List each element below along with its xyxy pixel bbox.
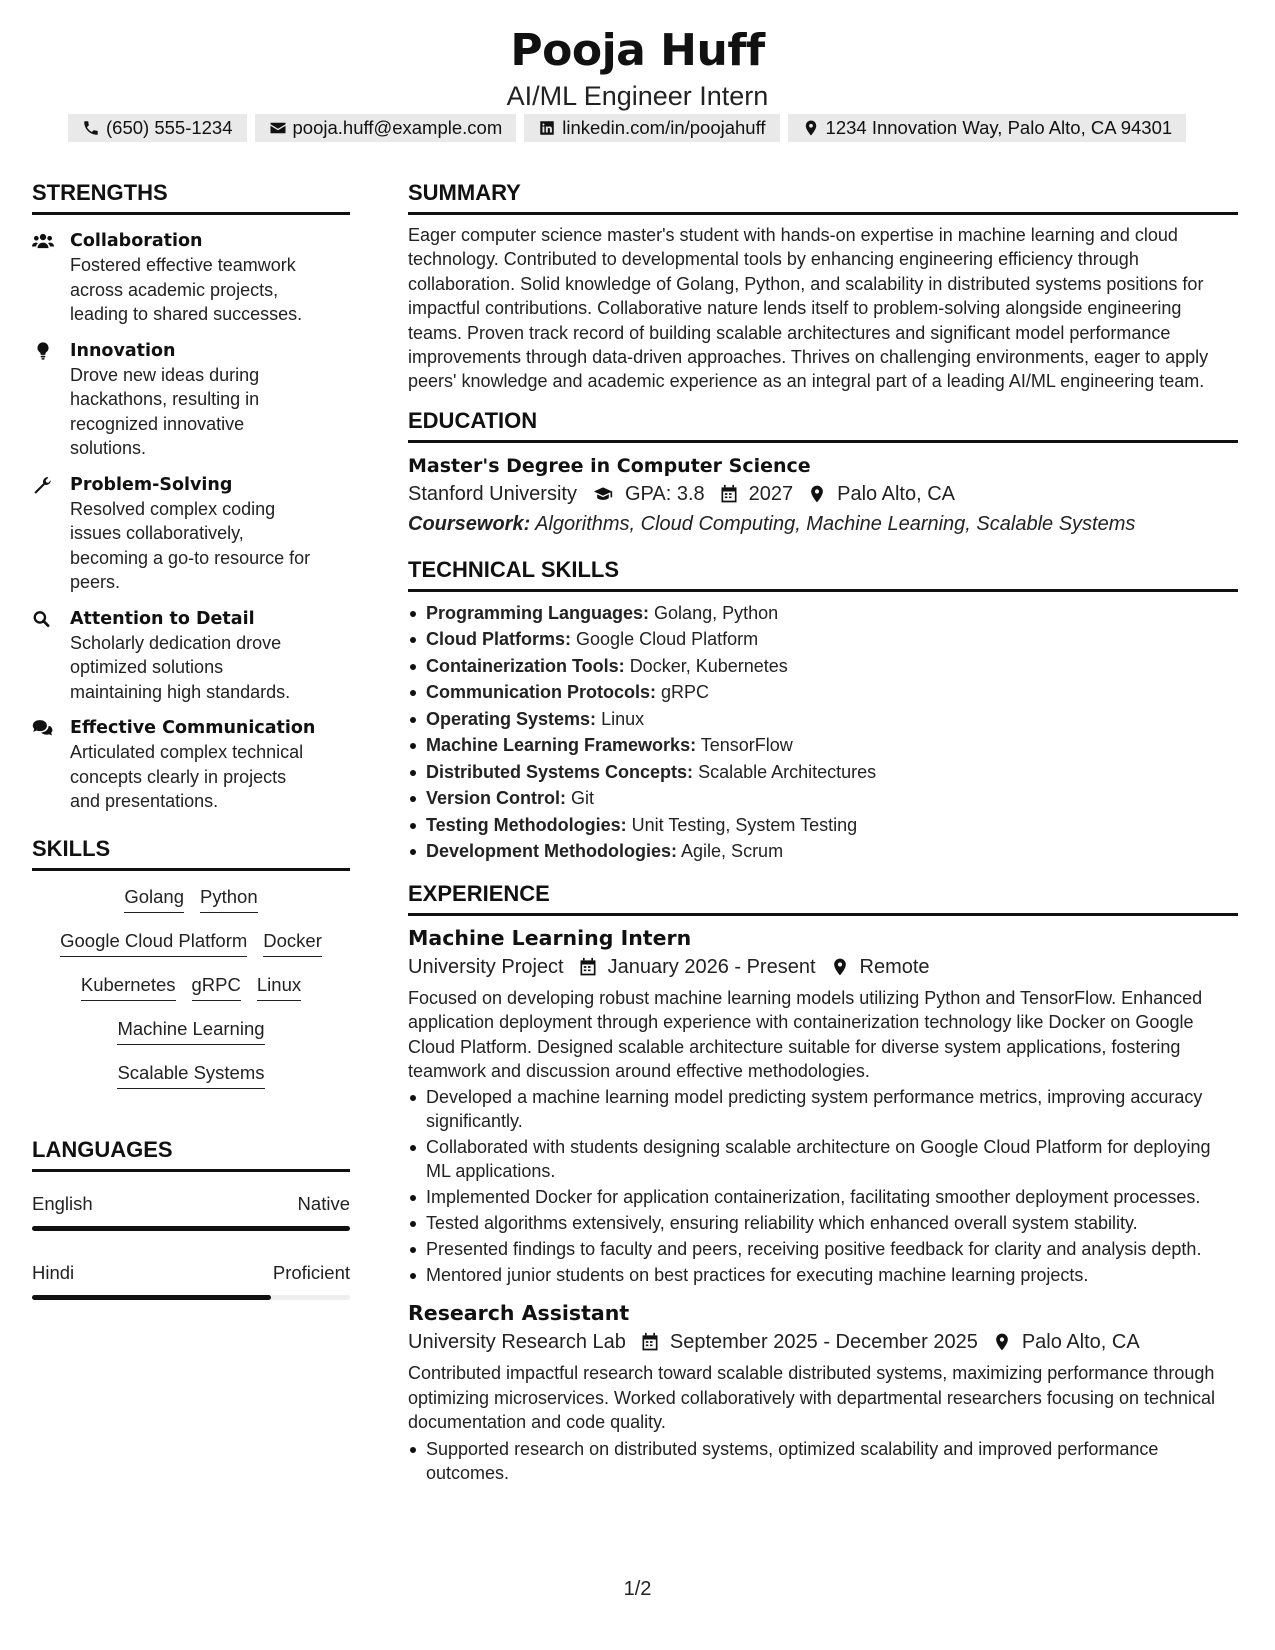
contact-bar: [68, 114, 1186, 142]
job-title: Research Assistant: [408, 1301, 630, 1326]
linkedin-icon: [538, 119, 556, 137]
strength-item: [32, 473, 350, 595]
strength-item: [32, 339, 350, 461]
education-school: Stanford University: [408, 482, 577, 505]
list-item: Tested algorithms extensively, ensuring reliability which enhanced overall system stability.: [408, 1211, 1238, 1235]
candidate-title: AI/ML Engineer Intern: [506, 81, 769, 111]
skill-tag: Docker: [263, 929, 322, 957]
language-level: Proficient: [272, 1261, 350, 1283]
strength-desc: Resolved complex coding issues collaboratively, becoming a go-to resource for peers.: [70, 498, 311, 592]
strength-title: Attention to Detail: [70, 608, 255, 629]
strength-title: Effective Communication: [70, 718, 316, 738]
language-item: [32, 1261, 350, 1300]
contact-address: [788, 114, 1187, 142]
list-item: Testing Methodologies: Unit Testing, System Testing: [408, 812, 1238, 839]
skill-row: [117, 1017, 264, 1045]
strength-title: Collaboration: [70, 231, 203, 251]
skills-cloud: [32, 885, 350, 1089]
job-location: Palo Alto, CA: [1021, 1331, 1140, 1354]
strength-title: Innovation: [70, 340, 176, 361]
wrench-icon: [32, 475, 54, 495]
candidate-name: Pooja Huff: [510, 25, 765, 76]
list-item: Developed a machine learning model predicting system performance metrics, improving accuracy significantly.: [408, 1085, 1238, 1133]
users-icon: [32, 231, 54, 251]
skill-tag: gRPC: [192, 973, 241, 1001]
list-item: Supported research on distributed systems, optimized scalability and improved performance outcomes.: [408, 1437, 1238, 1485]
job-meta: [408, 952, 1238, 982]
phone-icon: [82, 119, 100, 137]
graduation-cap-icon: [591, 484, 615, 504]
job-entry: [408, 1299, 1238, 1484]
skill-tag: Machine Learning: [117, 1017, 264, 1045]
education-heading: EDUCATION: [408, 408, 1238, 443]
strength-desc: Drove new ideas during hackathons, resulting in recognized innovative solutions.: [70, 364, 260, 458]
calendar-icon: [719, 484, 739, 504]
contact-email-text: pooja.huff@example.com: [292, 117, 503, 138]
contact-email[interactable]: [255, 114, 517, 142]
list-item: Mentored junior students on best practices for executing machine learning projects.: [408, 1263, 1238, 1287]
summary-heading: SUMMARY: [408, 180, 1238, 215]
coursework-list: Algorithms, Cloud Computing, Machine Learning, Scalable Systems: [535, 512, 1136, 535]
strength-desc: Fostered effective teamwork across academic projects, leading to shared successes.: [70, 255, 303, 324]
language-proficiency-bar: [32, 1226, 350, 1231]
list-item: Collaborated with students designing scalable architecture on Google Cloud Platform for deploying ML applications.: [408, 1135, 1238, 1183]
list-item: Distributed Systems Concepts: Scalable Architectures: [408, 759, 1238, 786]
skill-row: [81, 973, 301, 1001]
list-item: Implemented Docker for application containerization, facilitating smoother deployment processes.: [408, 1185, 1238, 1209]
strengths-heading: STRENGTHS: [32, 180, 350, 215]
job-meta: [408, 1327, 1238, 1357]
list-item: Communication Protocols: gRPC: [408, 679, 1238, 706]
strength-item: [32, 607, 350, 705]
list-item: Presented findings to faculty and peers, receiving positive feedback for clarity and analysis depth.: [408, 1237, 1238, 1261]
left-column: [32, 180, 350, 1300]
map-pin-icon: [802, 119, 820, 137]
technical-skills-heading: TECHNICAL SKILLS: [408, 557, 1238, 592]
language-name: Hindi: [32, 1261, 75, 1283]
job-org: University Research Lab: [408, 1331, 626, 1354]
job-dates: January 2026 - Present: [607, 955, 816, 978]
calendar-icon: [640, 1332, 660, 1352]
skill-row: [117, 1061, 264, 1089]
language-proficiency-fill: [32, 1226, 350, 1231]
education-gpa: GPA: 3.8: [624, 482, 705, 505]
job-description: Contributed impactful research toward scalable distributed systems, maximizing performance through optimizing microservices. Worked collaboratively with departmental researchers focusing on technical documentation and code quality.: [408, 1363, 1216, 1433]
skill-tag: Kubernetes: [81, 973, 176, 1001]
experience-heading: EXPERIENCE: [408, 881, 1238, 916]
education-location: Palo Alto, CA: [837, 482, 955, 505]
calendar-icon: [578, 957, 598, 977]
job-entry: [408, 924, 1238, 1288]
list-item: Operating Systems: Linux: [408, 706, 1238, 733]
technical-skills-list: [408, 600, 1238, 865]
list-item: Cloud Platforms: Google Cloud Platform: [408, 626, 1238, 653]
list-item: Development Methodologies: Agile, Scrum: [408, 838, 1238, 865]
contact-phone[interactable]: [68, 114, 247, 142]
education-year: 2027: [748, 482, 794, 505]
skill-tag: Linux: [257, 973, 301, 1001]
contact-address-text: 1234 Innovation Way, Palo Alto, CA 94301: [825, 117, 1173, 138]
map-pin-icon: [830, 957, 850, 977]
list-item: Containerization Tools: Docker, Kubernetes: [408, 653, 1238, 680]
map-pin-icon: [992, 1332, 1012, 1352]
language-item: [32, 1192, 350, 1231]
list-item: Programming Languages: Golang, Python: [408, 600, 1238, 627]
language-level: Native: [297, 1192, 350, 1214]
right-column: [408, 180, 1238, 1485]
education-coursework: [408, 509, 1238, 539]
job-bullets: [408, 1437, 1238, 1485]
comments-icon: [32, 718, 54, 738]
skill-tag: Google Cloud Platform: [60, 929, 247, 957]
list-item: Machine Learning Frameworks: TensorFlow: [408, 732, 1238, 759]
search-icon: [32, 609, 54, 629]
map-pin-icon: [807, 484, 827, 504]
contact-linkedin-text: linkedin.com/in/poojahuff: [562, 117, 766, 138]
skill-row: [60, 929, 322, 957]
strength-item: [32, 716, 350, 814]
skill-tag: Golang: [124, 885, 184, 913]
strength-title: Problem-Solving: [70, 474, 233, 495]
strength-desc: Scholarly dedication drove optimized solutions maintaining high standards.: [70, 632, 291, 702]
skills-heading: SKILLS: [32, 836, 350, 871]
job-bullets: [408, 1085, 1238, 1287]
coursework-label: Coursework:: [408, 512, 531, 535]
education-degree: Master's Degree in Computer Science: [408, 454, 811, 477]
skill-row: [124, 885, 257, 913]
job-location: Remote: [859, 955, 930, 978]
languages-heading: LANGUAGES: [32, 1137, 350, 1172]
page-number: 1/2: [623, 1578, 652, 1600]
job-description: Focused on developing robust machine learning models utilizing Python and TensorFlow. Enhanced application deployment through experience with containerization technology like Docker on Google Cloud Platform. Designed scalable architecture suitable for diverse system applications, fostering teamwork and discussion around effective methodologies.: [408, 987, 1203, 1082]
language-proficiency-fill: [32, 1295, 271, 1300]
contact-phone-text: (650) 555-1234: [106, 117, 233, 138]
language-name: English: [32, 1192, 93, 1214]
skill-tag: Python: [200, 885, 258, 913]
job-title: Machine Learning Intern: [408, 925, 692, 950]
envelope-icon: [269, 119, 287, 137]
language-proficiency-bar: [32, 1295, 350, 1300]
lightbulb-icon: [32, 341, 54, 361]
contact-linkedin[interactable]: [524, 114, 779, 142]
education-meta: [408, 479, 1238, 509]
job-dates: September 2025 - December 2025: [669, 1331, 978, 1354]
strength-desc: Articulated complex technical concepts clearly in projects and presentations.: [70, 742, 304, 811]
skill-tag: Scalable Systems: [117, 1061, 264, 1089]
summary-text: Eager computer science master's student with hands-on expertise in machine learning and cloud technology. Contributed to developmental tools by enhancing engineering efficiency through collaboration. Solid knowledge of Golang, Python, and scalability in distributed systems positions for impactful contributions. Collaborative nature lends itself to problem-solving alongside engineering teams. Proven track record of building scalable architectures and significant model performance improvements through data-driven approaches. Thrives on challenging environments, eager to apply peers' knowledge and academic experience as an integral part of a leading AI/ML engineering team.: [408, 225, 1209, 392]
strength-item: [32, 229, 350, 327]
list-item: Version Control: Git: [408, 785, 1238, 812]
job-org: University Project: [408, 955, 564, 978]
resume-header: [0, 24, 1275, 112]
